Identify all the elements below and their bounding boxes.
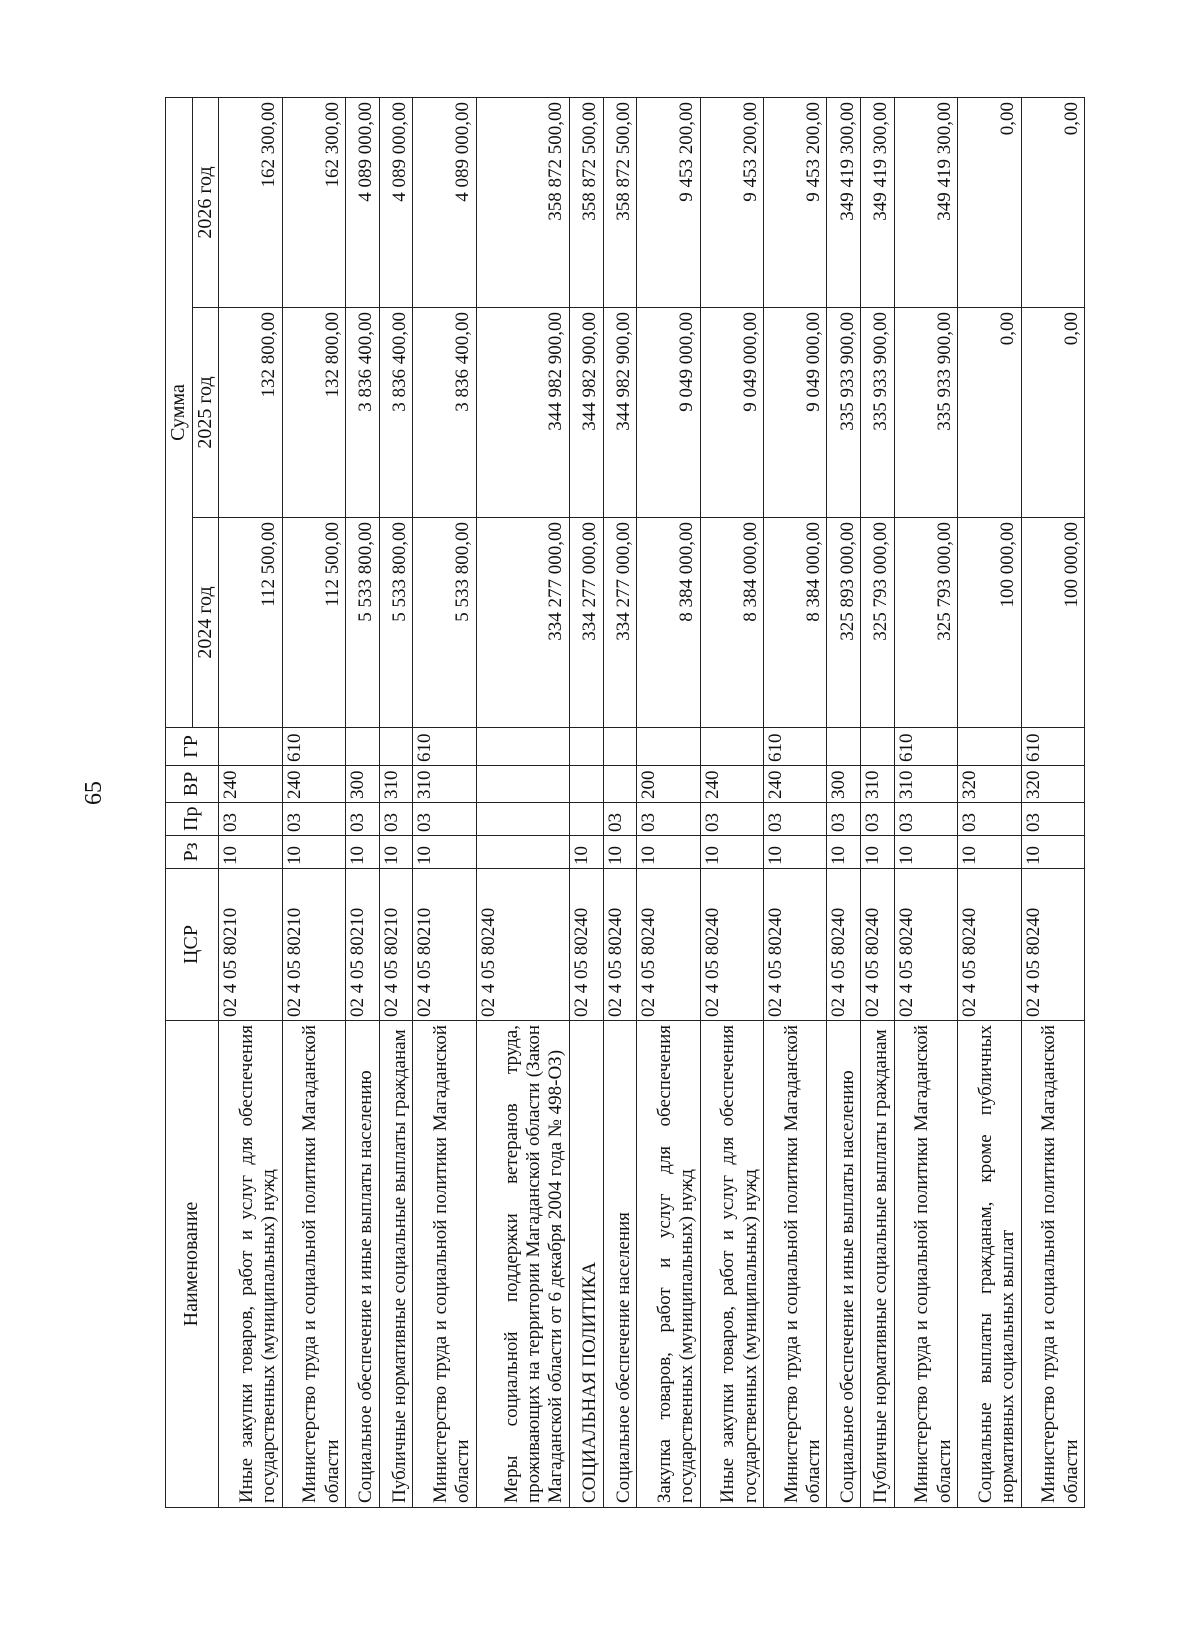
cell-2026: 358 872 500,00: [603, 97, 637, 307]
budget-table-container: [165, 98, 1085, 1508]
cell-csr: 02 4 05 80240: [763, 869, 826, 1021]
header-sum: Сумма: [166, 97, 193, 727]
header-gr: ГР: [166, 728, 219, 766]
cell-2024: 334 277 000,00: [476, 518, 569, 728]
cell-name: Социальное обеспечение и иные выплаты населению: [827, 1021, 861, 1508]
cell-2024: 325 793 000,00: [894, 518, 957, 728]
cell-2026: 349 419 300,00: [827, 97, 861, 307]
cell-rz: 10: [700, 836, 763, 869]
cell-csr: 02 4 05 80210: [413, 869, 476, 1021]
cell-pr: 03: [413, 803, 476, 836]
cell-2025: 132 800,00: [282, 308, 345, 518]
cell-csr: 02 4 05 80210: [219, 869, 282, 1021]
header-vr: ВР: [166, 766, 219, 803]
cell-gr: [219, 728, 282, 766]
cell-2026: 0,00: [958, 97, 1021, 307]
cell-gr: [603, 728, 637, 766]
cell-pr: 03: [219, 803, 282, 836]
cell-2026: 9 453 200,00: [637, 97, 700, 307]
cell-2024: 5 533 800,00: [379, 518, 413, 728]
cell-pr: 03: [637, 803, 700, 836]
header-2024: 2024 год: [192, 518, 219, 728]
cell-name: Социальные выплаты гражданам, кроме публичных нормативных социальных выплат: [958, 1021, 1021, 1508]
cell-2026: 349 419 300,00: [894, 97, 957, 307]
table-row: [603, 97, 637, 1507]
cell-2024: 112 500,00: [219, 518, 282, 728]
cell-pr: [569, 803, 603, 836]
cell-rz: 10: [763, 836, 826, 869]
cell-gr: 610: [282, 728, 345, 766]
table-row: [413, 97, 476, 1507]
table-row: [1021, 97, 1084, 1507]
cell-2025: 0,00: [958, 308, 1021, 518]
cell-2025: 335 933 900,00: [861, 308, 895, 518]
cell-rz: 10: [603, 836, 637, 869]
cell-csr: 02 4 05 80210: [282, 869, 345, 1021]
table-row: [569, 97, 603, 1507]
cell-name: Публичные нормативные социальные выплаты гражданам: [861, 1021, 895, 1508]
cell-vr: 320: [958, 766, 1021, 803]
cell-gr: 610: [1021, 728, 1084, 766]
page-number: 65: [81, 781, 107, 805]
cell-pr: 03: [603, 803, 637, 836]
cell-gr: 610: [763, 728, 826, 766]
cell-rz: 10: [219, 836, 282, 869]
cell-name: Меры социальной поддержки ветеранов труда, проживающих на территории Магаданской области (Закон Магаданской области от 6 декабря 2004 года № 498-ОЗ): [476, 1021, 569, 1508]
cell-2025: 344 982 900,00: [476, 308, 569, 518]
cell-2024: 334 277 000,00: [603, 518, 637, 728]
header-2026: 2026 год: [192, 97, 219, 307]
table-row: [958, 97, 1021, 1507]
cell-csr: 02 4 05 80240: [603, 869, 637, 1021]
cell-csr: 02 4 05 80240: [861, 869, 895, 1021]
cell-2025: 3 836 400,00: [379, 308, 413, 518]
cell-vr: [476, 766, 569, 803]
cell-gr: [700, 728, 763, 766]
cell-vr: [569, 766, 603, 803]
cell-vr: 240: [700, 766, 763, 803]
cell-2024: 8 384 000,00: [700, 518, 763, 728]
cell-pr: 03: [345, 803, 379, 836]
cell-rz: 10: [827, 836, 861, 869]
cell-vr: 240: [282, 766, 345, 803]
cell-rz: 10: [282, 836, 345, 869]
cell-name: Социальное обеспечение населения: [603, 1021, 637, 1508]
table-row: [763, 97, 826, 1507]
cell-gr: [637, 728, 700, 766]
cell-name: Министерство труда и социальной политики Магаданской области: [763, 1021, 826, 1508]
cell-2026: 349 419 300,00: [861, 97, 895, 307]
table-body: [219, 97, 1085, 1507]
cell-2025: 9 049 000,00: [763, 308, 826, 518]
table-row: [637, 97, 700, 1507]
cell-vr: 310: [413, 766, 476, 803]
header-name: Наименование: [166, 1021, 219, 1508]
cell-vr: 310: [379, 766, 413, 803]
cell-name: Иные закупки товаров, работ и услуг для обеспечения государственных (муниципальных) нужд: [219, 1021, 282, 1508]
cell-2024: 100 000,00: [1021, 518, 1084, 728]
table-row: [861, 97, 895, 1507]
cell-2025: 344 982 900,00: [569, 308, 603, 518]
cell-csr: 02 4 05 80210: [379, 869, 413, 1021]
cell-2025: 132 800,00: [219, 308, 282, 518]
cell-pr: 03: [861, 803, 895, 836]
cell-name: Иные закупки товаров, работ и услуг для обеспечения государственных (муниципальных) нужд: [700, 1021, 763, 1508]
cell-csr: 02 4 05 80240: [476, 869, 569, 1021]
cell-2025: 0,00: [1021, 308, 1084, 518]
cell-csr: 02 4 05 80240: [700, 869, 763, 1021]
cell-gr: [827, 728, 861, 766]
cell-rz: 10: [345, 836, 379, 869]
cell-name: Социальное обеспечение и иные выплаты населению: [345, 1021, 379, 1508]
cell-rz: [476, 836, 569, 869]
cell-name: Министерство труда и социальной политики Магаданской области: [1021, 1021, 1084, 1508]
cell-vr: [603, 766, 637, 803]
cell-vr: 300: [827, 766, 861, 803]
cell-gr: 610: [413, 728, 476, 766]
header-rz: Рз: [166, 836, 219, 869]
cell-2024: 5 533 800,00: [345, 518, 379, 728]
cell-csr: 02 4 05 80210: [345, 869, 379, 1021]
cell-vr: 240: [219, 766, 282, 803]
cell-2026: 0,00: [1021, 97, 1084, 307]
cell-csr: 02 4 05 80240: [958, 869, 1021, 1021]
cell-gr: [379, 728, 413, 766]
cell-csr: 02 4 05 80240: [637, 869, 700, 1021]
cell-csr: 02 4 05 80240: [894, 869, 957, 1021]
cell-csr: 02 4 05 80240: [827, 869, 861, 1021]
cell-gr: [569, 728, 603, 766]
table-row: [282, 97, 345, 1507]
cell-gr: 610: [894, 728, 957, 766]
cell-name: Министерство труда и социальной политики Магаданской области: [282, 1021, 345, 1508]
cell-vr: 200: [637, 766, 700, 803]
cell-2026: 4 089 000,00: [379, 97, 413, 307]
cell-name: Публичные нормативные социальные выплаты гражданам: [379, 1021, 413, 1508]
cell-vr: 310: [894, 766, 957, 803]
cell-vr: 310: [861, 766, 895, 803]
cell-2025: 9 049 000,00: [637, 308, 700, 518]
header-2025: 2025 год: [192, 308, 219, 518]
cell-rz: 10: [1021, 836, 1084, 869]
cell-csr: 02 4 05 80240: [1021, 869, 1084, 1021]
cell-pr: 03: [958, 803, 1021, 836]
cell-2024: 325 893 000,00: [827, 518, 861, 728]
cell-gr: [861, 728, 895, 766]
budget-table: [165, 97, 1085, 1508]
cell-rz: 10: [379, 836, 413, 869]
cell-rz: 10: [861, 836, 895, 869]
cell-2026: 162 300,00: [219, 97, 282, 307]
cell-2024: 5 533 800,00: [413, 518, 476, 728]
cell-name: Министерство труда и социальной политики Магаданской области: [894, 1021, 957, 1508]
cell-2025: 335 933 900,00: [827, 308, 861, 518]
cell-2026: 358 872 500,00: [569, 97, 603, 307]
cell-2026: 9 453 200,00: [763, 97, 826, 307]
cell-2024: 112 500,00: [282, 518, 345, 728]
cell-pr: 03: [894, 803, 957, 836]
cell-vr: 320: [1021, 766, 1084, 803]
cell-2024: 100 000,00: [958, 518, 1021, 728]
cell-rz: 10: [569, 836, 603, 869]
cell-2024: 334 277 000,00: [569, 518, 603, 728]
table-row: [476, 97, 569, 1507]
cell-rz: 10: [958, 836, 1021, 869]
cell-2026: 4 089 000,00: [345, 97, 379, 307]
header-pr: Пр: [166, 803, 219, 836]
cell-csr: 02 4 05 80240: [569, 869, 603, 1021]
cell-vr: 240: [763, 766, 826, 803]
cell-gr: [476, 728, 569, 766]
cell-pr: 03: [700, 803, 763, 836]
cell-2026: 162 300,00: [282, 97, 345, 307]
cell-2026: 9 453 200,00: [700, 97, 763, 307]
cell-vr: 300: [345, 766, 379, 803]
cell-2025: 3 836 400,00: [345, 308, 379, 518]
cell-pr: 03: [763, 803, 826, 836]
cell-2025: 3 836 400,00: [413, 308, 476, 518]
cell-pr: 03: [1021, 803, 1084, 836]
table-header: [166, 97, 219, 1507]
cell-2025: 344 982 900,00: [603, 308, 637, 518]
cell-2026: 4 089 000,00: [413, 97, 476, 307]
cell-pr: 03: [282, 803, 345, 836]
table-row: [827, 97, 861, 1507]
cell-gr: [345, 728, 379, 766]
cell-2025: 335 933 900,00: [894, 308, 957, 518]
cell-rz: 10: [637, 836, 700, 869]
cell-rz: 10: [894, 836, 957, 869]
table-row: [379, 97, 413, 1507]
cell-name: Министерство труда и социальной политики Магаданской области: [413, 1021, 476, 1508]
table-row: [894, 97, 957, 1507]
cell-2024: 8 384 000,00: [637, 518, 700, 728]
table-row: [345, 97, 379, 1507]
cell-rz: 10: [413, 836, 476, 869]
cell-pr: 03: [379, 803, 413, 836]
cell-2026: 358 872 500,00: [476, 97, 569, 307]
table-row: [700, 97, 763, 1507]
table-row: [219, 97, 282, 1507]
cell-2024: 8 384 000,00: [763, 518, 826, 728]
cell-name: Закупка товаров, работ и услуг для обеспечения государственных (муниципальных) нужд: [637, 1021, 700, 1508]
cell-2024: 325 793 000,00: [861, 518, 895, 728]
cell-gr: [958, 728, 1021, 766]
cell-name: СОЦИАЛЬНАЯ ПОЛИТИКА: [569, 1021, 603, 1508]
header-csr: ЦСР: [166, 869, 219, 1021]
cell-2025: 9 049 000,00: [700, 308, 763, 518]
cell-pr: [476, 803, 569, 836]
cell-pr: 03: [827, 803, 861, 836]
